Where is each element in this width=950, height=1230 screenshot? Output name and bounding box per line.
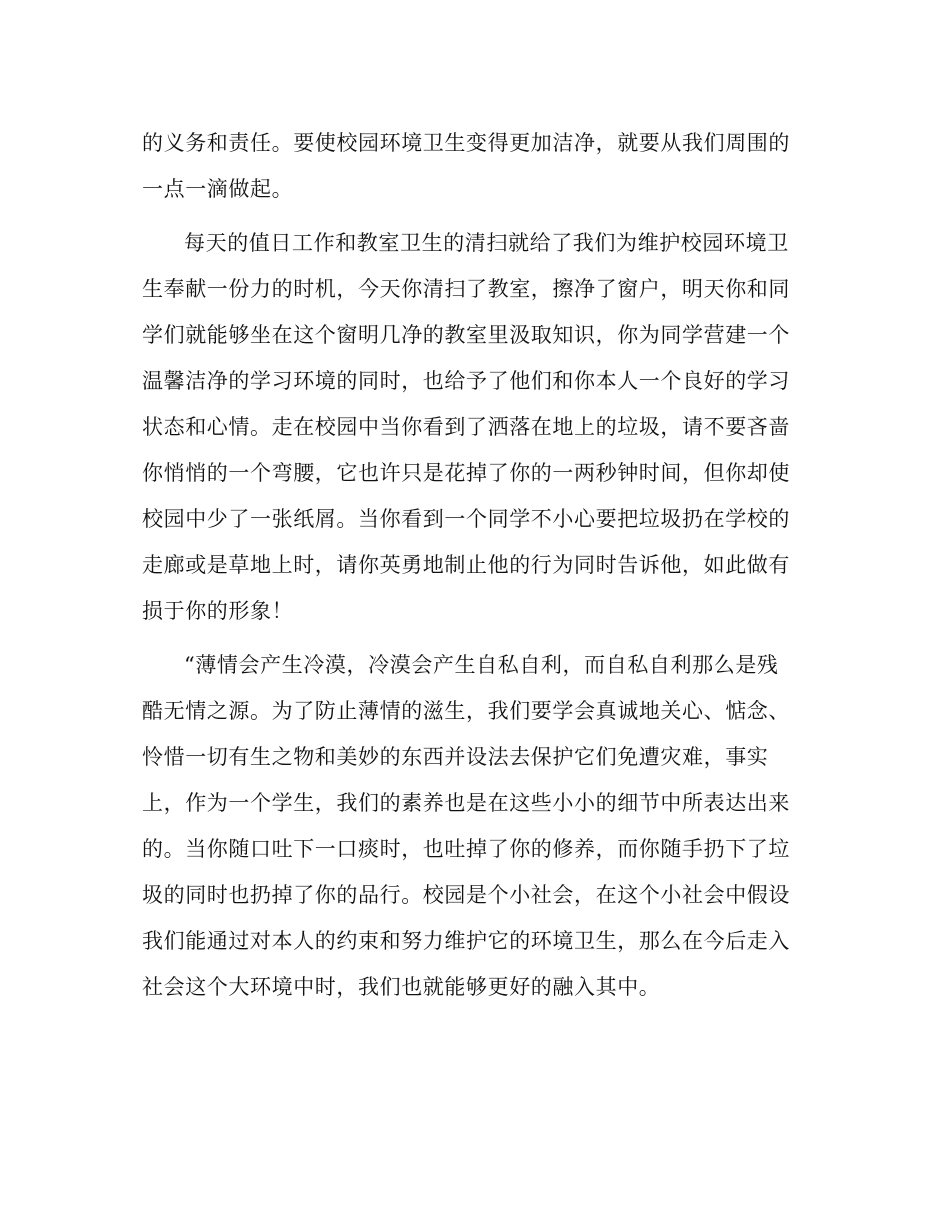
text-line: 走廊或是草地上时，请你英勇地制止他的行为同时告诉他，如此做有	[142, 553, 790, 577]
text-line: 的义务和责任。要使校园环境卫生变得更加洁净，就要从我们周围的	[142, 131, 790, 155]
text-line: 温馨洁净的学习环境的同时，也给予了他们和你本人一个良好的学习	[142, 369, 790, 393]
text-line: 圾的同时也扔掉了你的品行。校园是个小社会，在这个小社会中假设	[142, 883, 790, 907]
paragraph-3	[142, 642, 802, 1010]
text-line: 状态和心情。走在校园中当你看到了洒落在地上的垃圾，请不要吝啬	[142, 415, 790, 439]
paragraph-2	[142, 220, 802, 634]
text-line: 我们能通过对本人的约束和努力维护它的环境卫生，那么在今后走入	[142, 929, 790, 953]
text-line: 一点一滴做起。	[142, 177, 294, 201]
text-line: 生奉献一份力的时机，今天你清扫了教室，擦净了窗户，明天你和同	[142, 277, 790, 301]
paragraph-1	[142, 120, 802, 212]
text-line: “薄情会产生冷漠，冷漠会产生自私自利，而自私自利那么是残	[184, 653, 779, 677]
text-line: 你悄悄的一个弯腰，它也许只是花掉了你的一两秒钟时间，但你却使	[142, 461, 790, 485]
text-line: 社会这个大环境中时，我们也就能够更好的融入其中。	[142, 975, 661, 999]
text-line: 怜惜一切有生之物和美妙的东西并设法去保护它们免遭灾难，事实	[142, 745, 769, 769]
text-line: 每天的值日工作和教室卫生的清扫就给了我们为维护校园环境卫	[184, 231, 789, 255]
text-line: 学们就能够坐在这个窗明几净的教室里汲取知识，你为同学营建一个	[142, 323, 790, 347]
text-line: 酷无情之源。为了防止薄情的滋生，我们要学会真诚地关心、惦念、	[142, 699, 790, 723]
text-line: 损于你的形象！	[142, 599, 294, 623]
text-line: 的。当你随口吐下一口痰时，也吐掉了你的修养，而你随手扔下了垃	[142, 837, 790, 861]
text-line: 校园中少了一张纸屑。当你看到一个同学不小心要把垃圾扔在学校的	[142, 507, 790, 531]
document-body	[142, 120, 802, 1010]
text-line: 上，作为一个学生，我们的素养也是在这些小小的细节中所表达出来	[142, 791, 790, 815]
